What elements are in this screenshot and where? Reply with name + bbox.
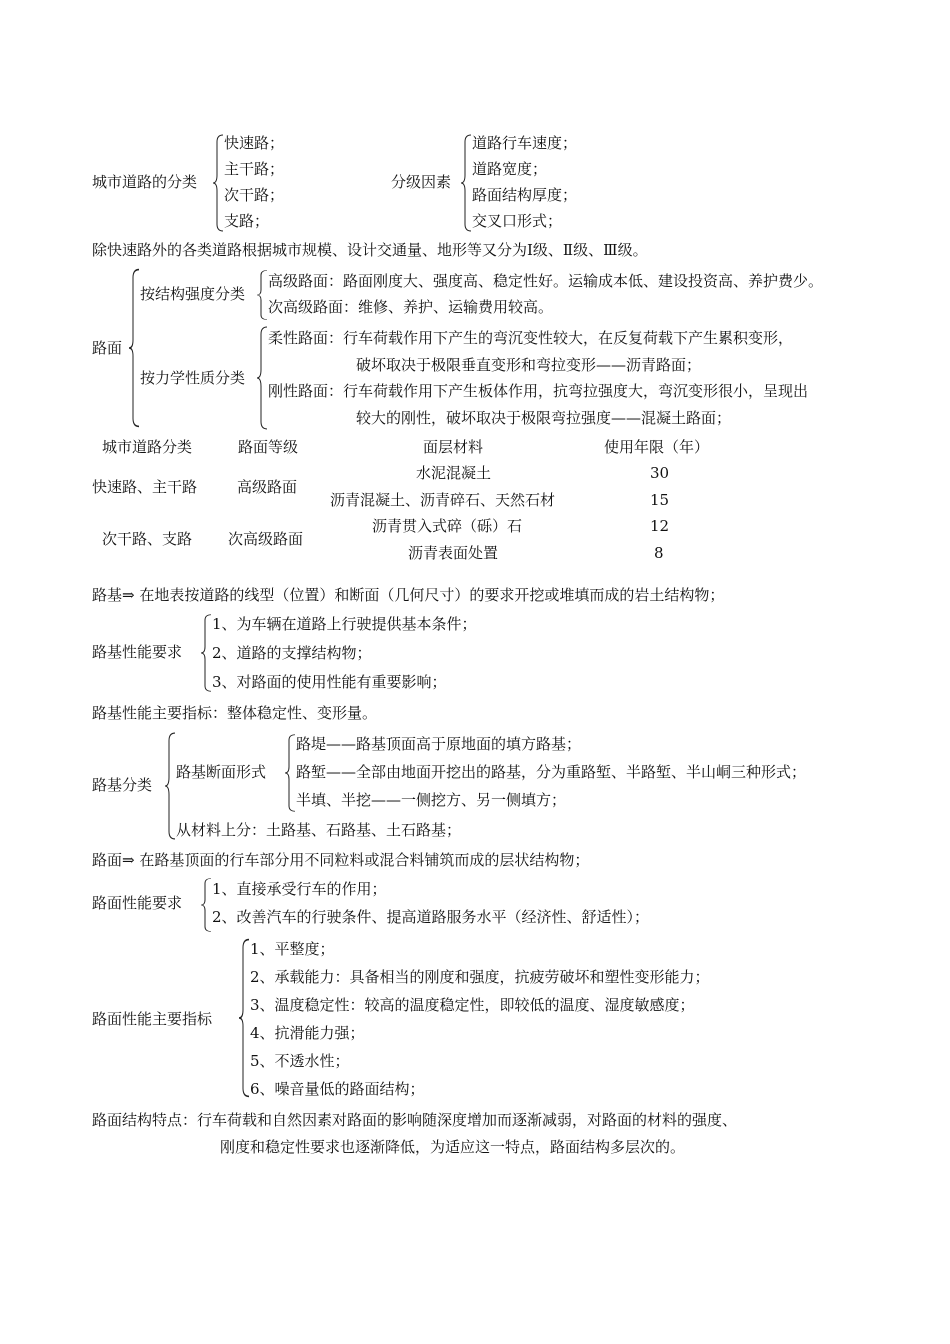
subgrade-class-label: 路基分类 bbox=[92, 776, 153, 794]
factor-item: 道路宽度； bbox=[472, 160, 548, 178]
pavement-requirements-label: 路面性能要求 bbox=[92, 894, 183, 912]
table-header-years: 使用年限（年） bbox=[604, 438, 710, 456]
pavement-definition: 路面⇒ 在路基顶面的行车部分用不同粒料或混合料铺筑而成的层状结构物； bbox=[92, 851, 590, 869]
table-material: 沥青混凝土、沥青碎石、天然石材 bbox=[330, 491, 556, 509]
table-years: 30 bbox=[650, 464, 670, 482]
table-header-grade: 路面等级 bbox=[238, 438, 299, 456]
factor-item: 路面结构厚度； bbox=[472, 186, 578, 204]
road-class-item: 快速路； bbox=[224, 134, 285, 152]
subgrade-section-item: 半填、半挖——一侧挖方、另一侧填方； bbox=[296, 791, 567, 809]
by-mechanics-brace bbox=[256, 326, 268, 430]
by-mechanics-label: 按力学性质分类 bbox=[140, 369, 246, 387]
factor-item: 道路行车速度； bbox=[472, 134, 578, 152]
high-pavement-text: 高级路面：路面刚度大、强度高、稳定性好。运输成本低、建设投资高、养护费少。 bbox=[268, 272, 824, 290]
pavement-indicator-item: 6、噪音量低的路面结构； bbox=[250, 1080, 425, 1098]
pavement-requirements-brace bbox=[200, 878, 212, 932]
subgrade-section-brace bbox=[284, 734, 296, 812]
table-years: 8 bbox=[654, 544, 664, 562]
table-header-road: 城市道路分类 bbox=[102, 438, 193, 456]
pavement-indicator-item: 3、温度稳定性：较高的温度稳定性，即较低的温度、湿度敏感度； bbox=[250, 996, 695, 1014]
subgrade-requirement-item: 2、道路的支撑结构物； bbox=[212, 644, 372, 662]
pavement-indicator-item: 5、不透水性； bbox=[250, 1052, 350, 1070]
road-class-label: 城市道路的分类 bbox=[92, 173, 198, 191]
grade-note: 除快速路外的各类道路根据城市规模、设计交通量、地形等又分为Ⅰ级、Ⅱ级、Ⅲ级。 bbox=[92, 241, 648, 259]
subgrade-section-item: 路堤——路基顶面高于原地面的填方路基； bbox=[296, 735, 582, 753]
table-header-material: 面层材料 bbox=[423, 438, 484, 456]
flexible-pavement-line2: 破坏取决于极限垂直变形和弯拉变形——沥青路面； bbox=[356, 356, 702, 374]
table-grade-group2: 次高级路面 bbox=[228, 530, 304, 548]
subgrade-requirements-brace bbox=[200, 614, 212, 692]
by-strength-label: 按结构强度分类 bbox=[140, 285, 246, 303]
pavement-indicator-item: 1、平整度； bbox=[250, 940, 335, 958]
table-grade-group1: 高级路面 bbox=[237, 478, 298, 496]
sub-high-pavement-text: 次高级路面：维修、养护、运输费用较高。 bbox=[268, 298, 554, 316]
subgrade-class-brace bbox=[164, 732, 176, 840]
pavement-requirement-item: 1、直接承受行车的作用； bbox=[212, 880, 387, 898]
table-road-group2: 次干路、支路 bbox=[102, 530, 193, 548]
pavement-requirement-item: 2、改善汽车的行驶条件、提高道路服务水平（经济性、舒适性）； bbox=[212, 908, 650, 926]
subgrade-section-item: 路堑——全部由地面开挖出的路基，分为重路堑、半路堑、半山峒三种形式； bbox=[296, 763, 807, 781]
road-class-item: 主干路； bbox=[224, 160, 285, 178]
road-class-item: 支路； bbox=[224, 212, 270, 230]
by-strength-brace bbox=[256, 270, 268, 320]
pavement-indicator-item: 2、承载能力：具备相当的刚度和强度，抗疲劳破坏和塑性变形能力； bbox=[250, 968, 710, 986]
subgrade-requirement-item: 1、为车辆在道路上行驶提供基本条件； bbox=[212, 615, 477, 633]
pavement-indicators-label: 路面性能主要指标 bbox=[92, 1010, 213, 1028]
pavement-class-label: 路面 bbox=[92, 339, 123, 357]
road-class-item: 次干路； bbox=[224, 186, 285, 204]
rigid-pavement-line2: 较大的刚性，破坏取决于极限弯拉强度——混凝土路面； bbox=[356, 409, 732, 427]
subgrade-requirement-item: 3、对路面的使用性能有重要影响； bbox=[212, 673, 447, 691]
table-material: 沥青贯入式碎（砾）石 bbox=[372, 517, 523, 535]
table-years: 15 bbox=[650, 491, 670, 509]
pavement-structure-line2: 刚度和稳定性要求也逐渐降低，为适应这一特点，路面结构多层次的。 bbox=[220, 1138, 686, 1156]
table-road-group1: 快速路、主干路 bbox=[92, 478, 198, 496]
pavement-class-brace bbox=[128, 268, 140, 428]
subgrade-main-indicators: 路基性能主要指标：整体稳定性、变形量。 bbox=[92, 704, 378, 722]
subgrade-material: 从材料上分：土路基、石路基、土石路基； bbox=[176, 821, 462, 839]
factors-brace bbox=[460, 134, 472, 232]
rigid-pavement-line1: 刚性路面：行车荷载作用下产生板体作用，抗弯拉强度大，弯沉变形很小，呈现出 bbox=[268, 382, 809, 400]
table-years: 12 bbox=[650, 517, 670, 535]
subgrade-requirements-label: 路基性能要求 bbox=[92, 643, 183, 661]
subgrade-definition: 路基⇒ 在地表按道路的线型（位置）和断面（几何尺寸）的要求开挖或堆填而成的岩土结构物； bbox=[92, 586, 725, 604]
road-class-brace bbox=[212, 134, 224, 232]
factor-item: 交叉口形式； bbox=[472, 212, 563, 230]
pavement-structure-line1: 路面结构特点：行车荷载和自然因素对路面的影响随深度增加而逐渐减弱，对路面的材料的强度、 bbox=[92, 1111, 738, 1129]
pavement-indicator-item: 4、抗滑能力强； bbox=[250, 1024, 365, 1042]
factors-label: 分级因素 bbox=[391, 173, 452, 191]
subgrade-section-label: 路基断面形式 bbox=[176, 763, 267, 781]
pavement-indicators-brace bbox=[238, 938, 250, 1098]
flexible-pavement-line1: 柔性路面：行车荷载作用下产生的弯沉变性较大，在反复荷载下产生累积变形， bbox=[268, 329, 794, 347]
table-material: 沥青表面处置 bbox=[408, 544, 499, 562]
table-material: 水泥混凝土 bbox=[416, 464, 492, 482]
